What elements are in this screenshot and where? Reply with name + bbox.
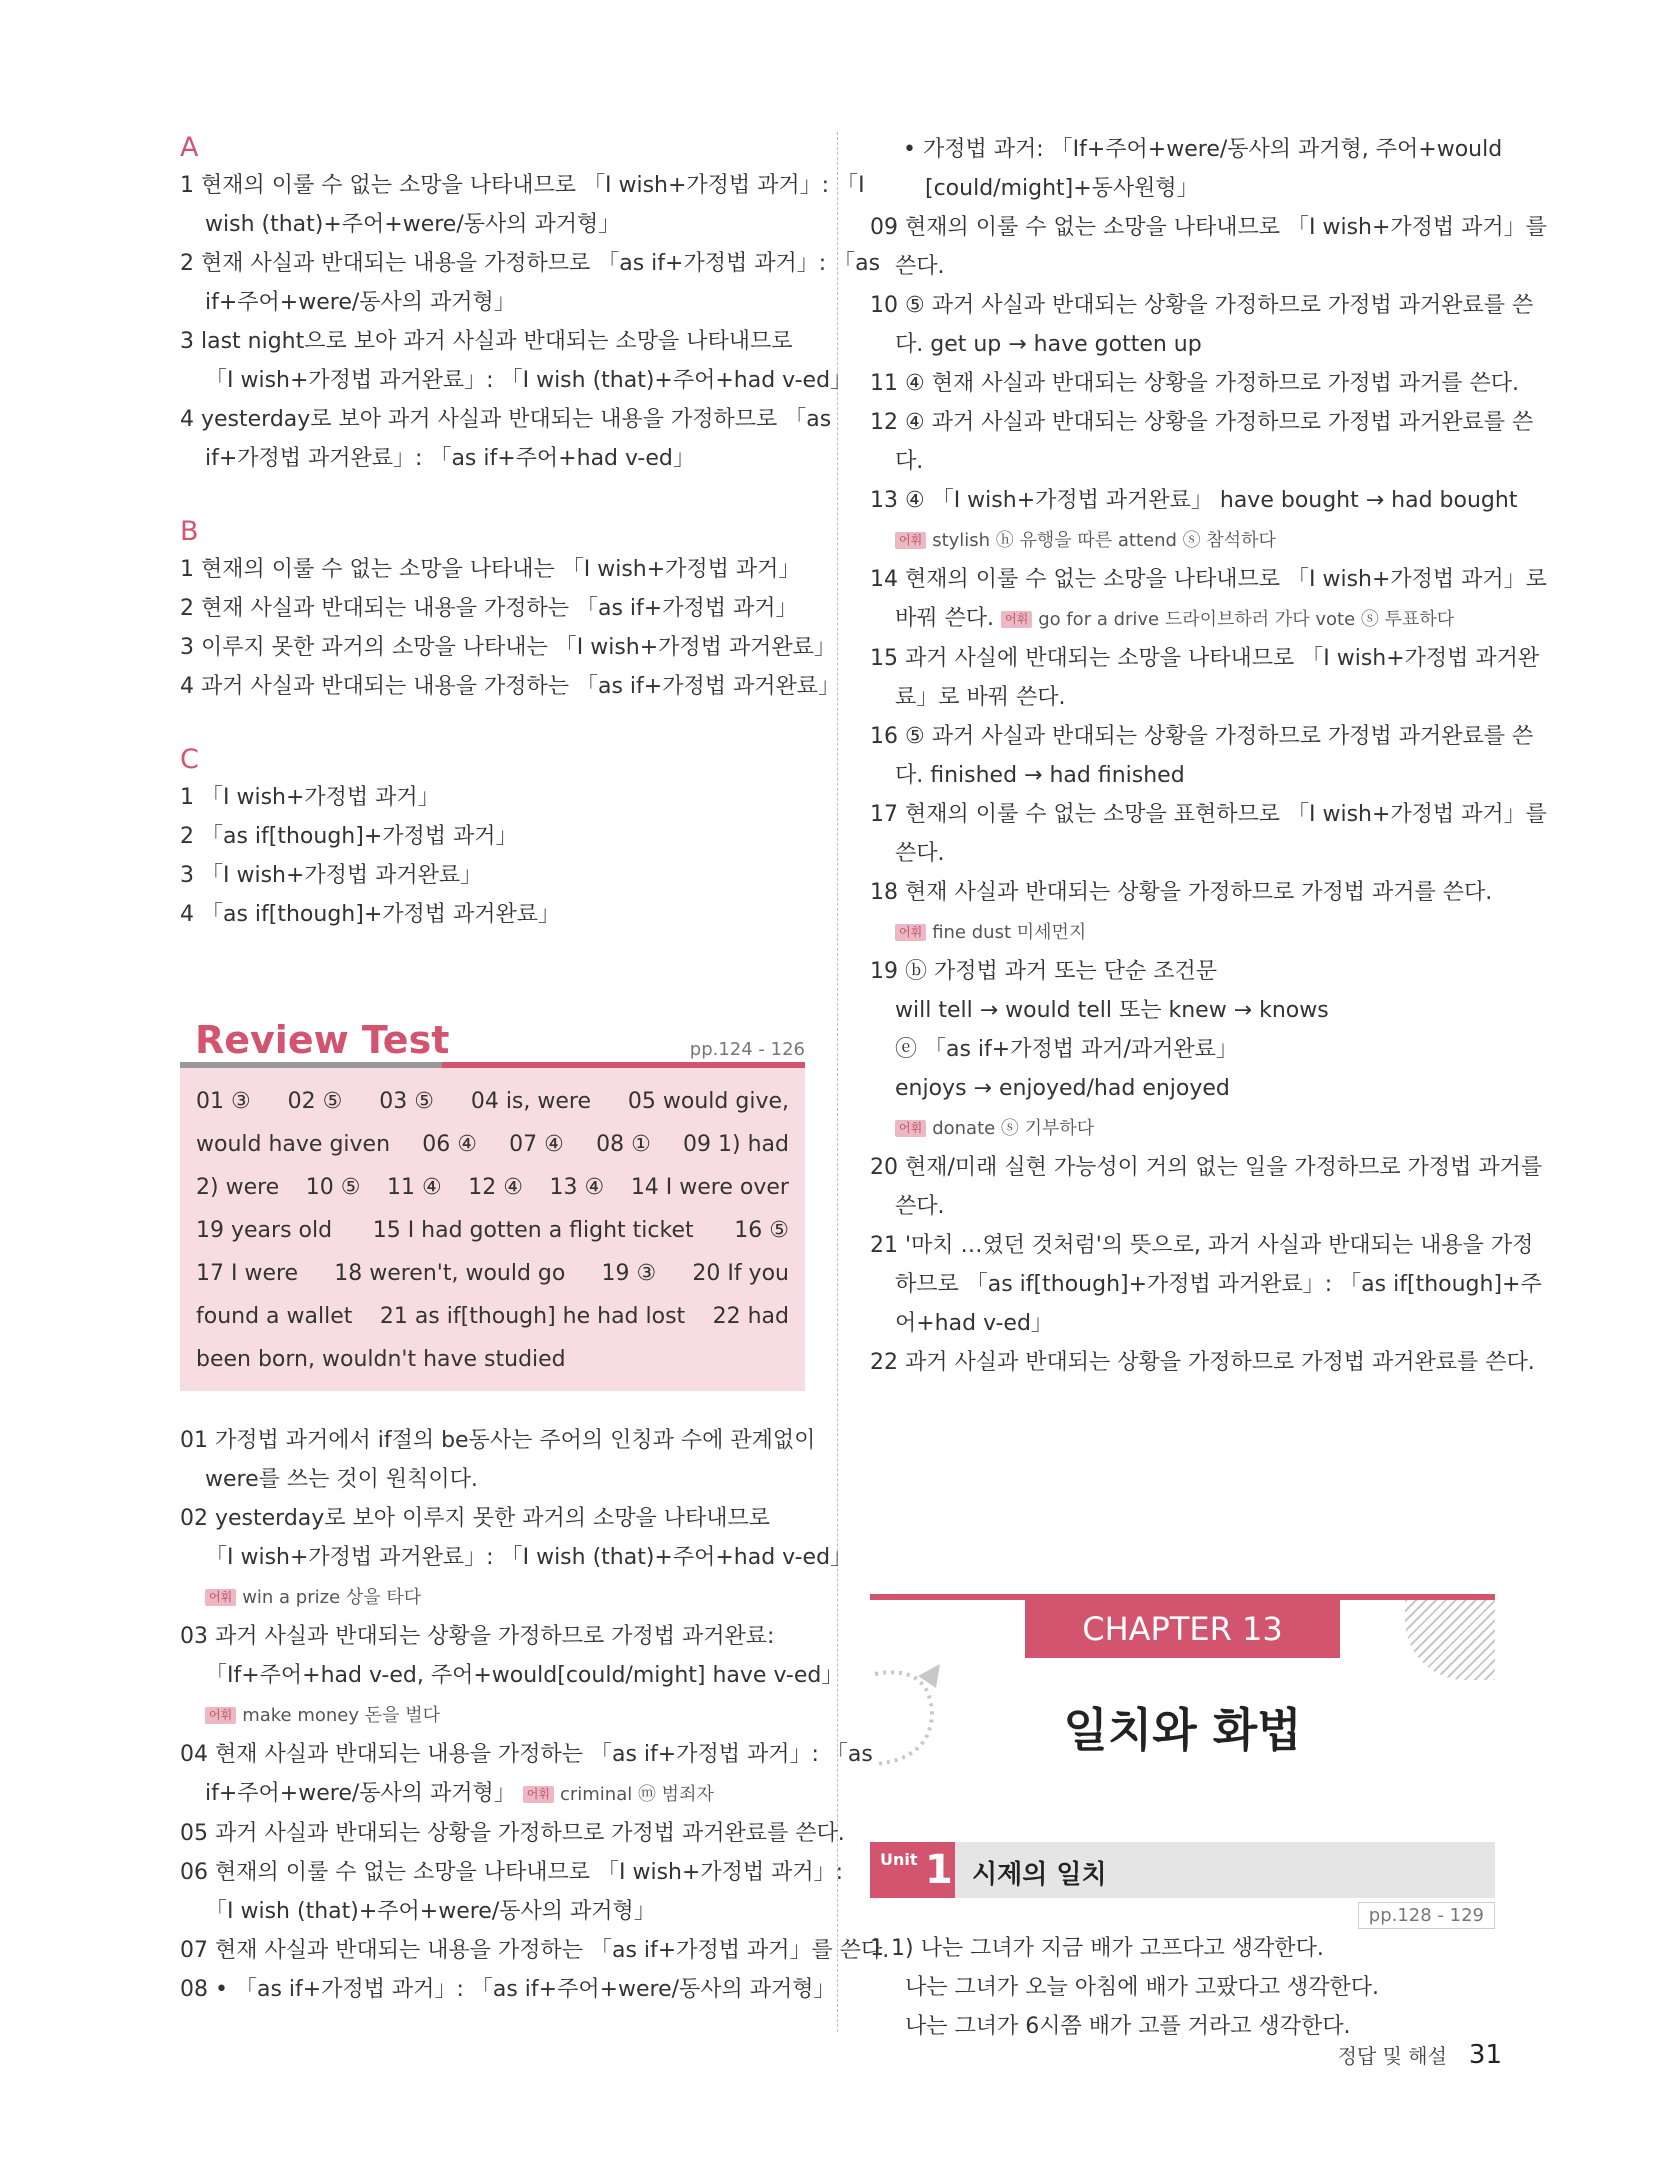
- line-text: 12 ④ 과거 사실과 반대되는 상황을 가정하므로 가정법 과거완료를 쓴: [870, 410, 1534, 435]
- text-line: [870, 678, 1495, 717]
- line-text: ⓔ 「as if+가정법 과거/과거완료」: [895, 1037, 1238, 1062]
- line-text: 나는 그녀가 오늘 아침에 배가 고팠다고 생각한다.: [905, 1975, 1379, 2000]
- line-text: 1 현재의 이룰 수 없는 소망을 나타내는 「I wish+가정법 과거」: [180, 557, 801, 582]
- text-line: [870, 1226, 1534, 1265]
- line-text: 05 과거 사실과 반대되는 상황을 가정하므로 가정법 과거완료를 쓴다.: [180, 1821, 845, 1846]
- text-line: [180, 1892, 805, 1931]
- answer-item: 07 ④: [509, 1132, 564, 1157]
- text-line: [870, 834, 1495, 873]
- text-line: [870, 1108, 1495, 1148]
- line-text: 1 1) 나는 그녀가 지금 배가 고프다고 생각한다.: [870, 1936, 1324, 1961]
- text-line: [870, 991, 1495, 1030]
- line-text: 03 과거 사실과 반대되는 상황을 가정하므로 가정법 과거완료:: [180, 1624, 775, 1649]
- text-line: [870, 1030, 1495, 1069]
- line-text: 료」로 바꿔 쓴다.: [895, 685, 1066, 710]
- line-text: 22 과거 사실과 반대되는 상황을 가정하므로 가정법 과거완료를 쓴다.: [870, 1350, 1535, 1375]
- answer-item: found a wallet: [196, 1304, 353, 1329]
- vocab-text: donate ⓢ 기부하다: [932, 1118, 1095, 1139]
- text-line: [870, 520, 1495, 560]
- line-text: wish (that)+주어+were/동사의 과거형」: [205, 212, 621, 237]
- line-text: 「If+주어+had v-ed, 주어+would[could/might] have v-ed」: [205, 1663, 844, 1688]
- vocab-tag: 어휘: [205, 1707, 236, 1724]
- line-text: if+가정법 과거완료」: 「as if+주어+had v-ed」: [205, 446, 695, 471]
- vocab-text: make money 돈을 벌다: [242, 1705, 441, 1726]
- text-line: [870, 442, 1495, 481]
- text-line: [180, 1931, 890, 1970]
- answer-item: 09 1) had: [683, 1132, 789, 1157]
- line-text: 3 last night으로 보아 과거 사실과 반대되는 소망을 나타내므로: [180, 329, 793, 354]
- line-text: enjoys → enjoyed/had enjoyed: [895, 1076, 1230, 1101]
- answer-item: 02 ⑤: [287, 1089, 343, 1114]
- answer-row: [196, 1295, 789, 1338]
- text-line: [870, 560, 1547, 599]
- text-line: [870, 756, 1495, 795]
- page-footer: [1338, 2040, 1502, 2070]
- section-b-label: B: [180, 516, 199, 547]
- line-text: 3 이루지 못한 과거의 소망을 나타내는 「I wish+가정법 과거완료」: [180, 635, 836, 660]
- review-test-title: Review Test: [195, 1018, 450, 1062]
- text-line: [180, 244, 881, 283]
- text-line: [180, 1617, 805, 1656]
- text-line: [180, 778, 805, 817]
- text-line: [180, 1853, 844, 1892]
- text-line: [870, 1968, 1495, 2007]
- unit-badge: [870, 1842, 955, 1898]
- line-text: 18 현재 사실과 반대되는 상황을 가정하므로 가정법 과거를 쓴다.: [870, 880, 1493, 905]
- line-text: 4 「as if[though]+가정법 과거완료」: [180, 902, 561, 927]
- line-text: 15 과거 사실에 반대되는 소망을 나타내므로 「I wish+가정법 과거완: [870, 646, 1540, 671]
- vocab-text: go for a drive 드라이브하러 가다 vote ⓢ 투표하다: [1038, 609, 1455, 630]
- right-column: [870, 130, 1547, 2046]
- answer-item: 19 ③: [601, 1261, 657, 1286]
- line-text: were를 쓰는 것이 원칙이다.: [205, 1467, 478, 1492]
- line-text: 11 ④ 현재 사실과 반대되는 상황을 가정하므로 가정법 과거를 쓴다.: [870, 371, 1519, 396]
- line-text: 01 가정법 과거에서 if절의 be동사는 주어의 인칭과 수에 관계없이: [180, 1428, 816, 1453]
- section-c: [180, 742, 805, 934]
- answer-item: 14 I were over: [630, 1175, 789, 1200]
- answer-row: [196, 1209, 789, 1252]
- vocab-tag: 어휘: [205, 1589, 236, 1606]
- hatch-decoration-icon: [1405, 1600, 1495, 1680]
- line-text: 2 「as if[though]+가정법 과거」: [180, 824, 518, 849]
- section-a: [180, 130, 881, 478]
- text-line: [870, 169, 1495, 208]
- line-text: 「I wish+가정법 과거완료」: 「I wish (that)+주어+had v-ed」: [205, 368, 853, 393]
- text-line: [870, 639, 1540, 678]
- text-line: [180, 1970, 836, 2009]
- answer-row: [196, 1338, 789, 1381]
- text-line: [870, 1304, 1495, 1343]
- answer-item: 01 ③: [196, 1089, 251, 1114]
- text-line: [870, 795, 1547, 834]
- line-text: 21 '마치 …였던 것처럼'의 뜻으로, 과거 사실과 반대되는 내용을 가정: [870, 1233, 1534, 1258]
- answer-item: 17 I were: [196, 1261, 299, 1286]
- line-text: 쓴다.: [895, 841, 945, 866]
- answer-item: 18 weren't, would go: [334, 1261, 566, 1286]
- chapter-header: [870, 1594, 1495, 1834]
- line-text: 쓴다.: [895, 1194, 945, 1219]
- text-line: [870, 1343, 1535, 1382]
- line-text: 4 yesterday로 보아 과거 사실과 반대되는 내용을 가정하므로 「as: [180, 407, 832, 432]
- text-line: [870, 1148, 1543, 1187]
- answer-item: 04 is, were: [470, 1089, 592, 1114]
- text-line: [180, 1656, 844, 1695]
- page-number: 31: [1468, 2040, 1502, 2070]
- review-test-header: [180, 1008, 805, 1064]
- line-text: 17 현재의 이룰 수 없는 소망을 표현하므로 「I wish+가정법 과거」를: [870, 802, 1547, 827]
- answer-row: [196, 1252, 789, 1295]
- text-line: [180, 1499, 805, 1538]
- answer-item: would have given: [196, 1132, 391, 1157]
- text-line: [180, 589, 805, 628]
- line-text: 1 현재의 이룰 수 없는 소망을 나타내므로 「I wish+가정법 과거」: 「I: [180, 173, 865, 198]
- answer-row: [196, 1080, 789, 1123]
- line-text: 07 현재 사실과 반대되는 내용을 가정하는 「as if+가정법 과거」를 쓴다.: [180, 1938, 890, 1963]
- line-text: 2 현재 사실과 반대되는 내용을 가정하므로 「as if+가정법 과거」: 「as: [180, 251, 881, 276]
- vocab-text: criminal ⓜ 범죄자: [559, 1784, 714, 1805]
- text-line: [870, 1069, 1495, 1108]
- vocab-tag: 어휘: [895, 924, 926, 941]
- line-text: if+주어+were/동사의 과거형」: [205, 290, 516, 315]
- line-text: 16 ⑤ 과거 사실과 반대되는 상황을 가정하므로 가정법 과거완료를 쓴: [870, 724, 1534, 749]
- line-text: [could/might]+동사원형」: [925, 176, 1199, 201]
- answer-item: 19 years old: [196, 1218, 333, 1243]
- review-test-bar-accent: [180, 1062, 442, 1068]
- answer-item: 06 ④: [422, 1132, 477, 1157]
- unit-number: 1: [925, 1847, 953, 1893]
- line-text: 바꿔 쓴다.: [895, 606, 994, 631]
- answer-item: 2) were: [196, 1175, 280, 1200]
- text-line: [180, 322, 805, 361]
- section-a-label: A: [180, 132, 199, 163]
- answer-row: [196, 1166, 789, 1209]
- vocab-tag: 어휘: [895, 532, 926, 549]
- line-text: 4 과거 사실과 반대되는 내용을 가정하는 「as if+가정법 과거완료」: [180, 674, 840, 699]
- unit-pages: pp.128 - 129: [1358, 1902, 1495, 1929]
- section-c-label: C: [180, 744, 199, 775]
- section-b: [180, 514, 840, 706]
- line-text: 13 ④ 「I wish+가정법 과거완료」 have bought → had bought: [870, 488, 1518, 513]
- vocab-tag: 어휘: [523, 1786, 554, 1803]
- answer-item: 11 ④: [387, 1175, 442, 1200]
- text-line: [870, 952, 1495, 991]
- line-text: 어+had v-ed」: [895, 1311, 1053, 1336]
- line-text: if+주어+were/동사의 과거형」: [205, 1781, 516, 1806]
- answer-item: 16 ⑤: [734, 1218, 789, 1243]
- answer-item: 10 ⑤: [305, 1175, 361, 1200]
- left-column: [180, 130, 890, 2009]
- text-line: [180, 667, 840, 706]
- text-line: [180, 895, 805, 934]
- text-line: [180, 550, 805, 589]
- answer-item: 03 ⑤: [379, 1089, 434, 1114]
- chapter-label: CHAPTER 13: [1025, 1600, 1340, 1658]
- vocab-tag: 어휘: [1001, 611, 1032, 628]
- line-text: 1 「I wish+가정법 과거」: [180, 785, 440, 810]
- line-text: 하므로 「as if[though]+가정법 과거완료」: 「as if[though]+주: [895, 1272, 1542, 1297]
- line-text: 19 ⓑ 가정법 과거 또는 단순 조건문: [870, 959, 1217, 984]
- answer-item: 21 as if[though] he had lost: [379, 1304, 686, 1329]
- line-text: 10 ⑤ 과거 사실과 반대되는 상황을 가정하므로 가정법 과거완료를 쓴: [870, 293, 1534, 318]
- text-line: [870, 403, 1534, 442]
- text-line: [180, 1577, 805, 1617]
- line-text: 08 • 「as if+가정법 과거」: 「as if+주어+were/동사의 과거형」: [180, 1977, 836, 2002]
- answer-row: [196, 1123, 789, 1166]
- text-line: [180, 628, 836, 667]
- line-text: 3 「I wish+가정법 과거완료」: [180, 863, 483, 888]
- text-line: [870, 717, 1534, 756]
- unit-header: [870, 1842, 1495, 1898]
- text-line: [870, 1929, 1495, 1968]
- text-line: [870, 286, 1534, 325]
- line-text: 2 현재 사실과 반대되는 내용을 가정하는 「as if+가정법 과거」: [180, 596, 798, 621]
- text-line: [870, 1265, 1542, 1304]
- line-text: 04 현재 사실과 반대되는 내용을 가정하는 「as if+가정법 과거」: 「as: [180, 1742, 873, 1767]
- review-test-pages: pp.124 - 126: [689, 1039, 805, 1060]
- text-line: [180, 1460, 805, 1499]
- text-line: [180, 1695, 805, 1735]
- answer-item: been born, wouldn't have studied: [196, 1347, 566, 1372]
- text-line: [180, 400, 832, 439]
- line-text: 09 현재의 이룰 수 없는 소망을 나타내므로 「I wish+가정법 과거」를: [870, 215, 1547, 240]
- unit-title: 시제의 일치: [972, 1860, 1107, 1890]
- text-line: [180, 166, 865, 205]
- vocab-text: stylish ⓗ 유행을 따른 attend ⓢ 참석하다: [932, 530, 1276, 551]
- line-text: will tell → would tell 또는 knew → knows: [895, 998, 1329, 1023]
- answer-item: 12 ④: [468, 1175, 523, 1200]
- text-line: [870, 208, 1547, 247]
- text-line: [180, 439, 805, 478]
- answer-item: 20 If you: [692, 1261, 789, 1286]
- line-text: • 가정법 과거: 「If+주어+were/동사의 과거형, 주어+would: [903, 137, 1503, 162]
- line-text: 20 현재/미래 실현 가능성이 거의 없는 일을 가정하므로 가정법 과거를: [870, 1155, 1543, 1180]
- chapter-title: 일치와 화법: [1063, 1703, 1302, 1757]
- text-line: [870, 130, 1503, 169]
- text-line: [870, 247, 1495, 286]
- text-line: [180, 1421, 816, 1460]
- line-text: 다.: [895, 449, 924, 474]
- line-text: 다. get up → have gotten up: [895, 332, 1202, 357]
- vocab-text: win a prize 상을 타다: [242, 1587, 422, 1608]
- text-line: [870, 912, 1495, 952]
- footer-label: 정답 및 해설: [1337, 2044, 1447, 2068]
- text-line: [180, 283, 805, 322]
- line-text: 쓴다.: [895, 254, 945, 279]
- vocab-text: fine dust 미세먼지: [932, 922, 1087, 943]
- text-line: [870, 325, 1495, 364]
- answer-item: 05 would give,: [627, 1089, 789, 1114]
- text-line: [870, 873, 1495, 912]
- text-line: [180, 1774, 805, 1814]
- line-text: 14 현재의 이룰 수 없는 소망을 나타내므로 「I wish+가정법 과거」로: [870, 567, 1547, 592]
- line-text: 06 현재의 이룰 수 없는 소망을 나타내므로 「I wish+가정법 과거」:: [180, 1860, 844, 1885]
- text-line: [180, 1538, 853, 1577]
- line-text: 나는 그녀가 6시쯤 배가 고플 거라고 생각한다.: [905, 2014, 1351, 2039]
- text-line: [180, 1735, 873, 1774]
- line-text: 「I wish (that)+주어+were/동사의 과거형」: [205, 1899, 656, 1924]
- line-text: 다. finished → had finished: [895, 763, 1185, 788]
- line-text: 「I wish+가정법 과거완료」: 「I wish (that)+주어+had v-ed」: [205, 1545, 853, 1570]
- text-line: [180, 817, 805, 856]
- text-line: [180, 1814, 845, 1853]
- answer-item: 13 ④: [549, 1175, 605, 1200]
- answer-item: 08 ①: [596, 1132, 651, 1157]
- text-line: [180, 361, 853, 400]
- text-line: [870, 599, 1495, 639]
- unit-word: Unit: [880, 1850, 918, 1869]
- text-line: [870, 481, 1518, 520]
- review-test-answers: [180, 1068, 805, 1391]
- answer-item: 15 I had gotten a flight ticket: [372, 1218, 694, 1243]
- line-text: 02 yesterday로 보아 이루지 못한 과거의 소망을 나타내므로: [180, 1506, 771, 1531]
- text-line: [180, 856, 805, 895]
- answer-item: 22 had: [712, 1304, 789, 1329]
- text-line: [180, 205, 805, 244]
- vocab-tag: 어휘: [895, 1120, 926, 1137]
- text-line: [870, 364, 1519, 403]
- text-line: [870, 1187, 1495, 1226]
